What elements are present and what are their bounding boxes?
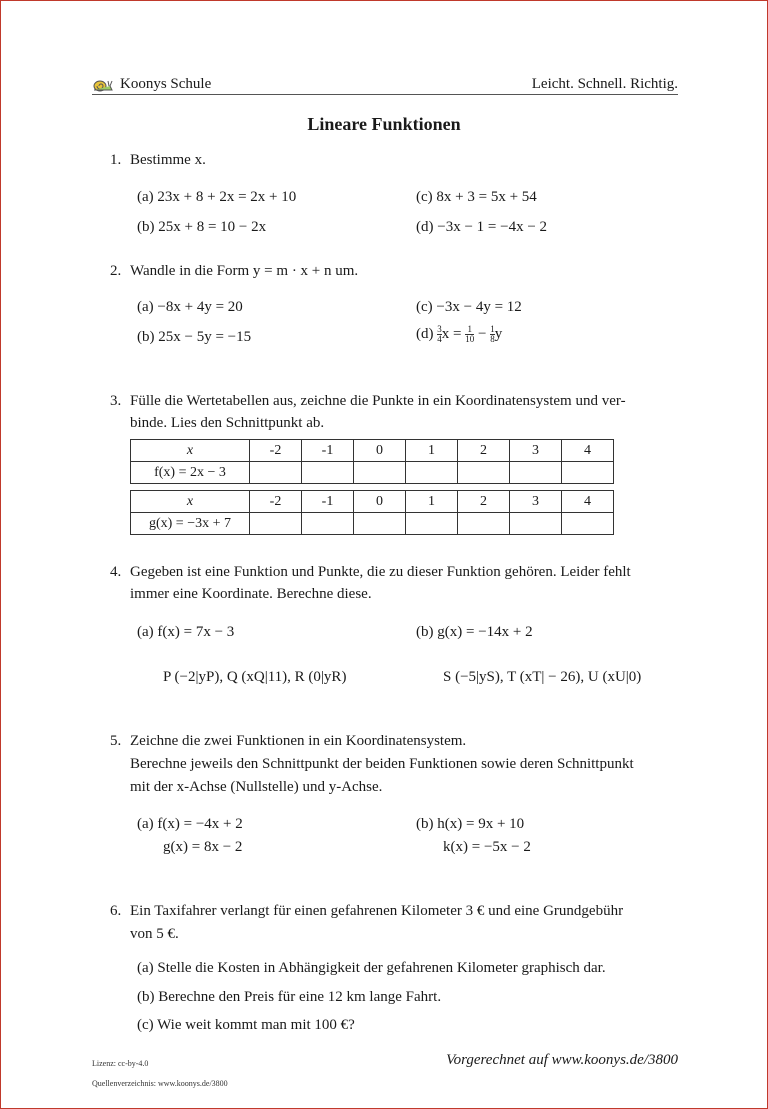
table-cell-empty[interactable]: [458, 462, 510, 484]
task4-b: (b) g(x) = −14x + 2: [416, 624, 533, 640]
task2-c: (c) −3x − 4y = 12: [416, 299, 522, 315]
task6-line1: Ein Taxifahrer verlangt für einen gefahrenen Kilometer 3 € und eine Grundgebühr: [130, 903, 624, 919]
table-cell: 2: [458, 440, 510, 462]
table-cell: 4: [562, 440, 614, 462]
task5-b1: (b) h(x) = 9x + 10: [416, 816, 525, 832]
solution-link[interactable]: Vorgerechnet auf www.koonys.de/3800: [446, 1052, 678, 1068]
task5-number: 5.: [110, 733, 122, 749]
table-cell: -1: [302, 440, 354, 462]
task6-line2: von 5 €.: [130, 926, 179, 942]
task1-d: (d) −3x − 1 = −4x − 2: [416, 219, 548, 235]
table-cell: 1: [406, 491, 458, 513]
table-cell: -2: [250, 491, 302, 513]
table-cell-empty[interactable]: [562, 513, 614, 535]
task2-d-minus: −: [477, 325, 487, 342]
table-row: [131, 513, 614, 535]
table-cell-empty[interactable]: [250, 513, 302, 535]
fraction-one-tenth: $\frac{1}{10}$: [465, 324, 475, 344]
task4-b-points: S (−5|yS), T (xT| − 26), U (xU|0): [443, 669, 642, 685]
table-cell-empty[interactable]: [406, 462, 458, 484]
value-table-f: [130, 439, 614, 484]
task3-number: 3.: [110, 393, 122, 409]
task6-number: 6.: [110, 903, 122, 919]
table-row: [131, 462, 614, 484]
task2-a: (a) −8x + 4y = 20: [137, 299, 243, 315]
task3-line2: binde. Lies den Schnittpunkt ab.: [130, 415, 325, 431]
task4-a: (a) f(x) = 7x − 3: [137, 624, 235, 640]
table-cell: 2: [458, 491, 510, 513]
task5-a1: (a) f(x) = −4x + 2: [137, 816, 243, 832]
table-row: [131, 491, 614, 513]
task6-a: (a) Stelle die Kosten in Abhängigkeit der gefahrenen Kilometer graphisch dar.: [137, 960, 606, 976]
task2-number: 2.: [110, 263, 122, 279]
table-cell-empty[interactable]: [510, 513, 562, 535]
task2-d-label: (d): [416, 325, 434, 342]
task5-line1: Zeichne die zwei Funktionen in ein Koordinatensystem.: [130, 733, 467, 749]
table-cell-empty[interactable]: [354, 513, 406, 535]
task2-text: Wandle in die Form y = m · x + n um.: [130, 263, 359, 279]
task4-number: 4.: [110, 564, 122, 580]
table-cell-empty[interactable]: [562, 462, 614, 484]
task1-text: Bestimme x.: [130, 152, 206, 168]
table-header-g: g(x) = −3x + 7: [131, 513, 250, 535]
task4-a-points: P (−2|yP), Q (xQ|11), R (0|yR): [163, 669, 347, 685]
task2-d-end: y: [494, 325, 503, 342]
task5-line3: mit der x-Achse (Nullstelle) und y-Achse.: [130, 779, 383, 795]
table-cell: 3: [510, 491, 562, 513]
task2-d: [416, 325, 502, 344]
page-title: Lineare Funktionen: [307, 114, 461, 134]
table-cell-empty[interactable]: [302, 462, 354, 484]
task2-d-mid: x =: [441, 325, 462, 342]
task2-b: (b) 25x − 5y = −15: [137, 329, 252, 345]
task1-number: 1.: [110, 152, 122, 168]
value-table-g: [130, 490, 614, 535]
table-cell-empty[interactable]: [250, 462, 302, 484]
task4-line1: Gegeben ist eine Funktion und Punkte, die zu dieser Funktion gehören. Leider fehlt: [130, 564, 631, 580]
license-text: Lizenz: cc-by-4.0: [92, 1059, 149, 1068]
task1-c: (c) 8x + 3 = 5x + 54: [416, 189, 537, 205]
table-row: [131, 440, 614, 462]
table-header-x: x: [131, 491, 250, 513]
table-cell-empty[interactable]: [406, 513, 458, 535]
table-cell-empty[interactable]: [510, 462, 562, 484]
task4-line2: immer eine Koordinate. Berechne diese.: [130, 586, 372, 602]
table-cell-empty[interactable]: [458, 513, 510, 535]
task6-b: (b) Berechne den Preis für eine 12 km lange Fahrt.: [137, 989, 442, 1005]
table-cell: 0: [354, 440, 406, 462]
table-cell-empty[interactable]: [354, 462, 406, 484]
table-header-x: x: [131, 440, 250, 462]
table-cell: -2: [250, 440, 302, 462]
task1-b: (b) 25x + 8 = 10 − 2x: [137, 219, 267, 235]
table-header-f: f(x) = 2x − 3: [131, 462, 250, 484]
brand: [92, 76, 211, 93]
sources-text: Quellenverzeichnis: www.koonys.de/3800: [92, 1079, 228, 1088]
table-cell: 1: [406, 440, 458, 462]
page-header: [92, 76, 678, 95]
table-cell: -1: [302, 491, 354, 513]
fraction-one-eighth: $\frac{1}{8}$: [490, 324, 495, 344]
table-cell: 3: [510, 440, 562, 462]
task6-c: (c) Wie weit kommt man mit 100 €?: [137, 1017, 355, 1033]
task5-a2: g(x) = 8x − 2: [163, 839, 243, 855]
slogan: Leicht. Schnell. Richtig.: [531, 76, 678, 92]
table-cell-empty[interactable]: [302, 513, 354, 535]
fraction-three-quarters: $\frac{3}{4}$: [437, 324, 442, 344]
table-cell: 0: [354, 491, 406, 513]
brand-name: Koonys Schule: [120, 76, 212, 92]
task3-line1: Fülle die Wertetabellen aus, zeichne die Punkte in ein Koordinatensystem und ver-: [130, 393, 626, 409]
task5-b2: k(x) = −5x − 2: [443, 839, 531, 855]
snail-logo-icon: [92, 78, 114, 92]
task5-line2: Berechne jeweils den Schnittpunkt der beiden Funktionen sowie deren Schnittpunkt: [130, 756, 634, 772]
table-cell: 4: [562, 491, 614, 513]
task1-a: (a) 23x + 8 + 2x = 2x + 10: [137, 189, 297, 205]
